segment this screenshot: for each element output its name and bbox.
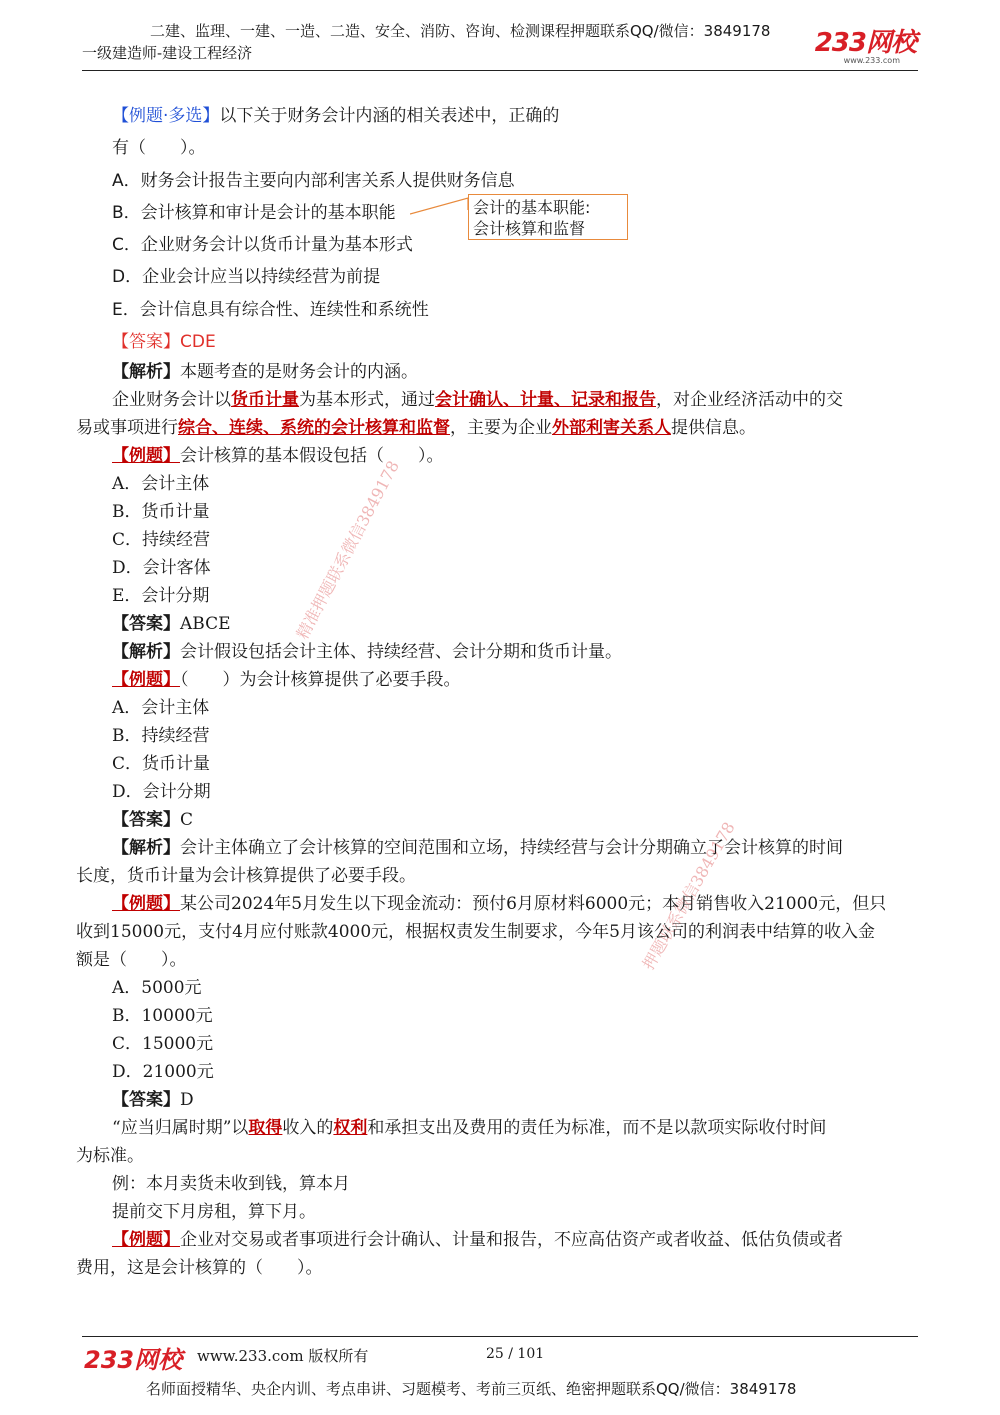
answer-label: 【答案】: [112, 332, 180, 353]
question-4-stem: [76, 890, 922, 918]
footer-divider: [82, 1336, 918, 1337]
text: 提供信息。: [671, 418, 756, 439]
question-tag: 【例题】: [112, 894, 180, 915]
analysis-label: 【解析】: [112, 838, 180, 859]
brand-logo: 233网校: [814, 28, 916, 58]
header-divider: [82, 70, 918, 71]
text: 易或事项进行: [76, 418, 178, 439]
analysis-text: 本题考查的是财务会计的内涵。: [180, 362, 418, 383]
question-stem-cont: 有（ ）。: [112, 138, 206, 159]
page-number: 25 / 101: [486, 1346, 545, 1362]
text: 和承担支出及费用的责任为标准，而不是以款项实际收付时间: [367, 1118, 827, 1139]
question-stem-cont: 额是（ ）。: [76, 950, 187, 971]
text: 收入的: [282, 1118, 334, 1139]
question-5-stem: [76, 1226, 922, 1254]
option: C．持续经营: [112, 530, 211, 551]
question-text: 以下关于财务会计内涵的相关表述中，正确的: [219, 106, 560, 126]
question-stem-cont: 费用，这是会计核算的（ ）。: [76, 1258, 323, 1279]
brand-logo-url: www.233.com: [843, 56, 900, 65]
watermark: 押题联系微信3849178: [638, 818, 739, 973]
option: B．会计核算和审计是会计的基本职能: [112, 202, 396, 223]
note-paragraph: [76, 1114, 922, 1142]
question-1: [76, 100, 922, 358]
footer-promo-line: 名师面授精华、央企内训、考点串讲、习题模考、考前三页纸、绝密押题联系QQ/微信：3849178: [146, 1380, 797, 1398]
document-subtitle: 一级建造师-建设工程经济: [82, 44, 253, 62]
option: A．5000元: [112, 978, 202, 999]
question-text: （ ）为会计核算提供了必要手段。: [180, 670, 461, 691]
answer-value: C: [180, 810, 194, 831]
option: D．会计客体: [112, 558, 211, 579]
note-paragraph-cont: 为标准。: [76, 1146, 144, 1167]
question-text: 某公司2024年5月发生以下现金流动：预付6月原材料6000元；本月销售收入21000元，但只: [180, 894, 887, 915]
answer-line: [76, 806, 922, 834]
note-example: 提前交下月房租，算下月。: [112, 1202, 316, 1223]
analysis-line: [76, 638, 922, 666]
answer-line: [76, 610, 922, 638]
text: 企业财务会计以: [112, 390, 231, 411]
question-tag: 【例题】: [112, 670, 180, 691]
option: D．21000元: [112, 1062, 214, 1083]
analysis-text: 会计主体确立了会计核算的空间范围和立场，持续经营与会计分期确立了会计核算的时间: [180, 838, 843, 859]
option: E．会计信息具有综合性、连续性和系统性: [112, 299, 429, 320]
analysis-label: 【解析】: [112, 362, 180, 383]
analysis-paragraph: [76, 386, 922, 414]
option: C．货币计量: [112, 754, 211, 775]
question-tag: 【例题】: [112, 446, 180, 467]
key-term: 综合、连续、系统的会计核算和监督: [178, 418, 450, 439]
analysis-line: [76, 358, 922, 386]
question-stem-cont: 收到15000元，支付4月应付账款4000元，根据权责发生制要求，今年5月该公司的利润表中结算的收入金: [76, 922, 875, 943]
question-stem: [76, 100, 922, 132]
key-term: 外部利害关系人: [552, 418, 671, 439]
note-example: 例：本月卖货未收到钱，算本月: [112, 1174, 350, 1195]
analysis-paragraph-cont: [76, 414, 922, 442]
key-term: 权利: [333, 1118, 368, 1139]
key-term: 货币计量: [231, 390, 299, 411]
page-content: [76, 100, 922, 1282]
analysis-label: 【解析】: [112, 642, 180, 663]
option: B．货币计量: [112, 502, 210, 523]
text: ，主要为企业: [450, 418, 552, 439]
text: ，对企业经济活动中的交: [656, 390, 843, 411]
text: “应当归属时期”以: [112, 1118, 249, 1139]
analysis-text: 会计假设包括会计主体、持续经营、会计分期和货币计量。: [180, 642, 622, 663]
option: A．会计主体: [112, 698, 210, 719]
answer-label: 【答案】: [112, 810, 180, 831]
option: D．会计分期: [112, 782, 211, 803]
option: D．企业会计应当以持续经营为前提: [112, 267, 381, 288]
question-text: 会计核算的基本假设包括（ ）。: [180, 446, 444, 467]
watermark: 精准押题联系微信3849178: [292, 457, 403, 643]
answer-label: 【答案】: [112, 614, 180, 635]
callout-line: 会计核算和监督: [473, 219, 586, 238]
option: A．会计主体: [112, 474, 210, 495]
answer-line: [76, 1086, 922, 1114]
answer-value: D: [180, 1090, 194, 1111]
question-tag: 【例题】: [112, 1230, 180, 1251]
answer-value: CDE: [180, 332, 216, 353]
option: C．企业财务会计以货币计量为基本形式: [112, 235, 413, 256]
header-promo-line: 二建、监理、一建、一造、二造、安全、消防、咨询、检测课程押题联系QQ/微信：3849178: [150, 22, 771, 40]
question-tag: 【例题·多选】: [112, 106, 220, 126]
option: B．持续经营: [112, 726, 210, 747]
option: B．10000元: [112, 1006, 213, 1027]
analysis-line: [76, 834, 922, 862]
question-text: 企业对交易或者事项进行会计确认、计量和报告，不应高估资产或者收益、低估负债或者: [180, 1230, 843, 1251]
callout-line: 会计的基本职能:: [473, 198, 591, 217]
option: C．15000元: [112, 1034, 214, 1055]
analysis-line-cont: 长度，货币计量为会计核算提供了必要手段。: [76, 866, 416, 887]
text: 为基本形式，通过: [299, 390, 435, 411]
answer-label: 【答案】: [112, 1090, 180, 1111]
footer-copyright: www.233.com 版权所有: [197, 1347, 369, 1365]
option: E．会计分期: [112, 586, 210, 607]
question-3-stem: [76, 666, 922, 694]
question-2-stem: [76, 442, 922, 470]
answer-value: ABCE: [180, 614, 231, 635]
footer-logo: 233网校: [84, 1346, 183, 1374]
option: A．财务会计报告主要向内部利害关系人提供财务信息: [112, 170, 515, 191]
key-term: 取得: [248, 1118, 283, 1139]
answer-line: [76, 326, 922, 358]
key-term: 会计确认、计量、记录和报告: [435, 390, 656, 411]
